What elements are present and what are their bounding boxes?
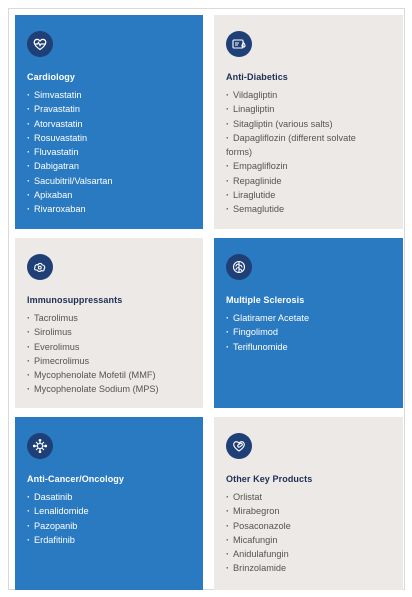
list-item: · Teriflunomide (226, 340, 391, 354)
card-title: Other Key Products (226, 474, 313, 484)
list-item: · Pazopanib (27, 519, 191, 533)
list-item: · Apixaban (27, 188, 191, 202)
list-item: · Repaglinide (226, 174, 391, 188)
list-item: · Rosuvastatin (27, 131, 191, 145)
list-item: · Brinzolamide (226, 561, 391, 575)
list-item-continuation: forms) (226, 147, 253, 158)
product-list (27, 490, 191, 547)
list-item: · Empagliflozin (226, 159, 391, 173)
list-item: · Pravastatin (27, 102, 191, 116)
list-item: · Posaconazole (226, 519, 391, 533)
list-item: · Linagliptin (226, 102, 391, 116)
card-multiple-sclerosis (214, 238, 403, 408)
list-item: · Dasatinib (27, 490, 191, 504)
brain-icon (226, 254, 252, 280)
list-item: · Sacubitril/Valsartan (27, 174, 191, 188)
card-title: Multiple Sclerosis (226, 295, 305, 305)
list-item: · Dapagliflozin (different solvate (226, 131, 391, 145)
card-title: Anti-Diabetics (226, 72, 288, 82)
card-immunosuppressants (15, 238, 203, 408)
heart-pulse-icon (27, 31, 53, 57)
blood-drop-monitor-icon (226, 31, 252, 57)
list-item: · Vildagliptin (226, 88, 391, 102)
product-list (226, 311, 391, 354)
list-item: · Atorvastatin (27, 117, 191, 131)
product-list (27, 311, 191, 397)
immune-cell-icon (27, 254, 53, 280)
product-list (226, 88, 391, 217)
list-item: · Anidulafungin (226, 547, 391, 561)
list-item: · Pimecrolimus (27, 354, 191, 368)
heart-pill-icon (226, 433, 252, 459)
card-other-key-products (214, 417, 403, 590)
list-item: · Lenalidomide (27, 504, 191, 518)
list-item: · Fingolimod (226, 325, 391, 339)
list-item: · Mycophenolate Sodium (MPS) (27, 382, 191, 396)
list-item: · Erdafitinib (27, 533, 191, 547)
list-item: · Tacrolimus (27, 311, 191, 325)
list-item: · Everolimus (27, 340, 191, 354)
card-cardiology (15, 15, 203, 229)
list-item: · Mycophenolate Mofetil (MMF) (27, 368, 191, 382)
cancer-cell-icon (27, 433, 53, 459)
card-anti-diabetics (214, 15, 403, 229)
list-item: · Rivaroxaban (27, 202, 191, 216)
card-title: Immunosuppressants (27, 295, 123, 305)
list-item: · Simvastatin (27, 88, 191, 102)
list-item: · Dabigatran (27, 159, 191, 173)
product-list (226, 490, 391, 576)
card-anti-cancer-oncology (15, 417, 203, 590)
list-item: · Semaglutide (226, 202, 391, 216)
list-item: · Sirolimus (27, 325, 191, 339)
card-title: Anti-Cancer/Oncology (27, 474, 125, 484)
list-item: · Liraglutide (226, 188, 391, 202)
product-list (27, 88, 191, 217)
list-item: · Mirabegron (226, 504, 391, 518)
list-item: · Fluvastatin (27, 145, 191, 159)
list-item: · Sitagliptin (various salts) (226, 117, 391, 131)
list-item: · Glatiramer Acetate (226, 311, 391, 325)
list-item: · Orlistat (226, 490, 391, 504)
card-title: Cardiology (27, 72, 76, 82)
list-item: · Micafungin (226, 533, 391, 547)
